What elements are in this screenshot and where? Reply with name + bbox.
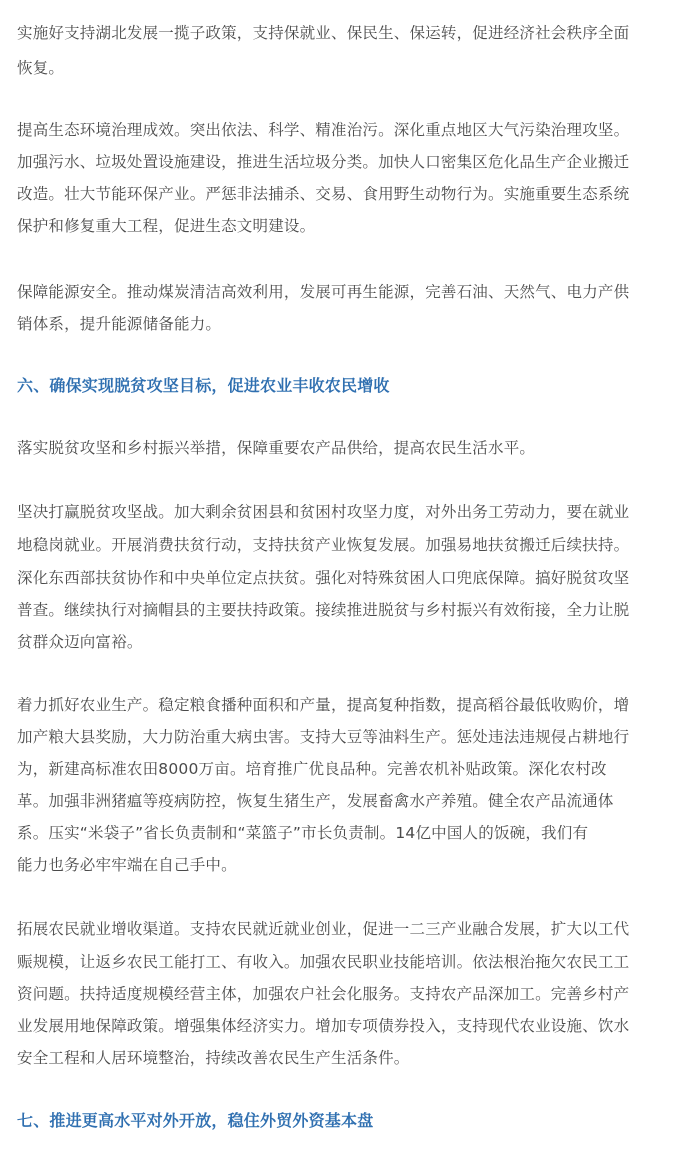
paragraph-line: 普查。继续执行对摘帽县的主要扶持政策。接续推进脱贫与乡村振兴有效衔接，全力让脱 bbox=[17, 601, 630, 619]
paragraph-line: 安全工程和人居环境整治，持续改善农民生产生活条件。 bbox=[17, 1049, 410, 1067]
paragraph-line: 资问题。扶持适度规模经营主体，加强农户社会化服务。支持农产品深加工。完善乡村产 bbox=[17, 985, 630, 1003]
section-heading: 七、推进更高水平对外开放，稳住外贸外资基本盘 bbox=[17, 1111, 374, 1130]
paragraph-line: 加强污水、垃圾处置设施建设，推进生活垃圾分类。加快人口密集区危化品生产企业搬迁 bbox=[17, 153, 630, 171]
paragraph-line: 深化东西部扶贫协作和中央单位定点扶贫。强化对特殊贫困人口兜底保障。搞好脱贫攻坚 bbox=[17, 569, 630, 587]
paragraph-line: 能力也务必牢牢端在自己手中。 bbox=[17, 856, 237, 874]
paragraph-line: 恢复。 bbox=[17, 59, 65, 77]
paragraph-line: 拓展农民就业增收渠道。支持农民就近就业创业，促进一二三产业融合发展，扩大以工代 bbox=[17, 920, 630, 938]
paragraph-line: 提高生态环境治理成效。突出依法、科学、精准治污。深化重点地区大气污染治理攻坚。 bbox=[17, 121, 630, 139]
paragraph-line: 改造。壮大节能环保产业。严惩非法捕杀、交易、食用野生动物行为。实施重要生态系统 bbox=[17, 185, 630, 203]
paragraph-line: 地稳岗就业。开展消费扶贫行动，支持扶贫产业恢复发展。加强易地扶贫搬迁后续扶持。 bbox=[17, 536, 630, 554]
paragraph-line: 为，新建高标准农田8000万亩。培育推广优良品种。完善农机补贴政策。深化农村改 bbox=[17, 760, 607, 778]
paragraph-line: 革。加强非洲猪瘟等疫病防控，恢复生猪生产，发展畜禽水产养殖。健全农产品流通体 bbox=[17, 792, 614, 810]
paragraph-line: 落实脱贫攻坚和乡村振兴举措，保障重要农产品供给，提高农民生活水平。 bbox=[17, 439, 536, 457]
paragraph-line: 加产粮大县奖励，大力防治重大病虫害。支持大豆等油料生产。惩处违法违规侵占耕地行 bbox=[17, 728, 630, 746]
paragraph-line: 着力抓好农业生产。稳定粮食播种面积和产量，提高复种指数，提高稻谷最低收购价，增 bbox=[17, 696, 630, 714]
paragraph-line: 赈规模，让返乡农民工能打工、有收入。加强农民职业技能培训。依法根治拖欠农民工工 bbox=[17, 953, 630, 971]
paragraph-line: 系。压实“米袋子”省长负责制和“菜篮子”市长负责制。14亿中国人的饭碗，我们有 bbox=[17, 824, 589, 842]
paragraph-line: 销体系，提升能源储备能力。 bbox=[17, 315, 222, 333]
section-heading: 六、确保实现脱贫攻坚目标，促进农业丰收农民增收 bbox=[17, 376, 390, 395]
paragraph-line: 保护和修复重大工程，促进生态文明建设。 bbox=[17, 217, 316, 235]
paragraph-line: 业发展用地保障政策。增强集体经济实力。增加专项债券投入，支持现代农业设施、饮水 bbox=[17, 1017, 630, 1035]
paragraph-line: 贫群众迈向富裕。 bbox=[17, 633, 143, 651]
paragraph-line: 坚决打赢脱贫攻坚战。加大剩余贫困县和贫困村攻坚力度，对外出务工劳动力，要在就业 bbox=[17, 503, 630, 521]
paragraph-line: 保障能源安全。推动煤炭清洁高效利用，发展可再生能源，完善石油、天然气、电力产供 bbox=[17, 283, 630, 301]
paragraph-line: 实施好支持湖北发展一揽子政策，支持保就业、保民生、保运转，促进经济社会秩序全面 bbox=[17, 24, 630, 42]
